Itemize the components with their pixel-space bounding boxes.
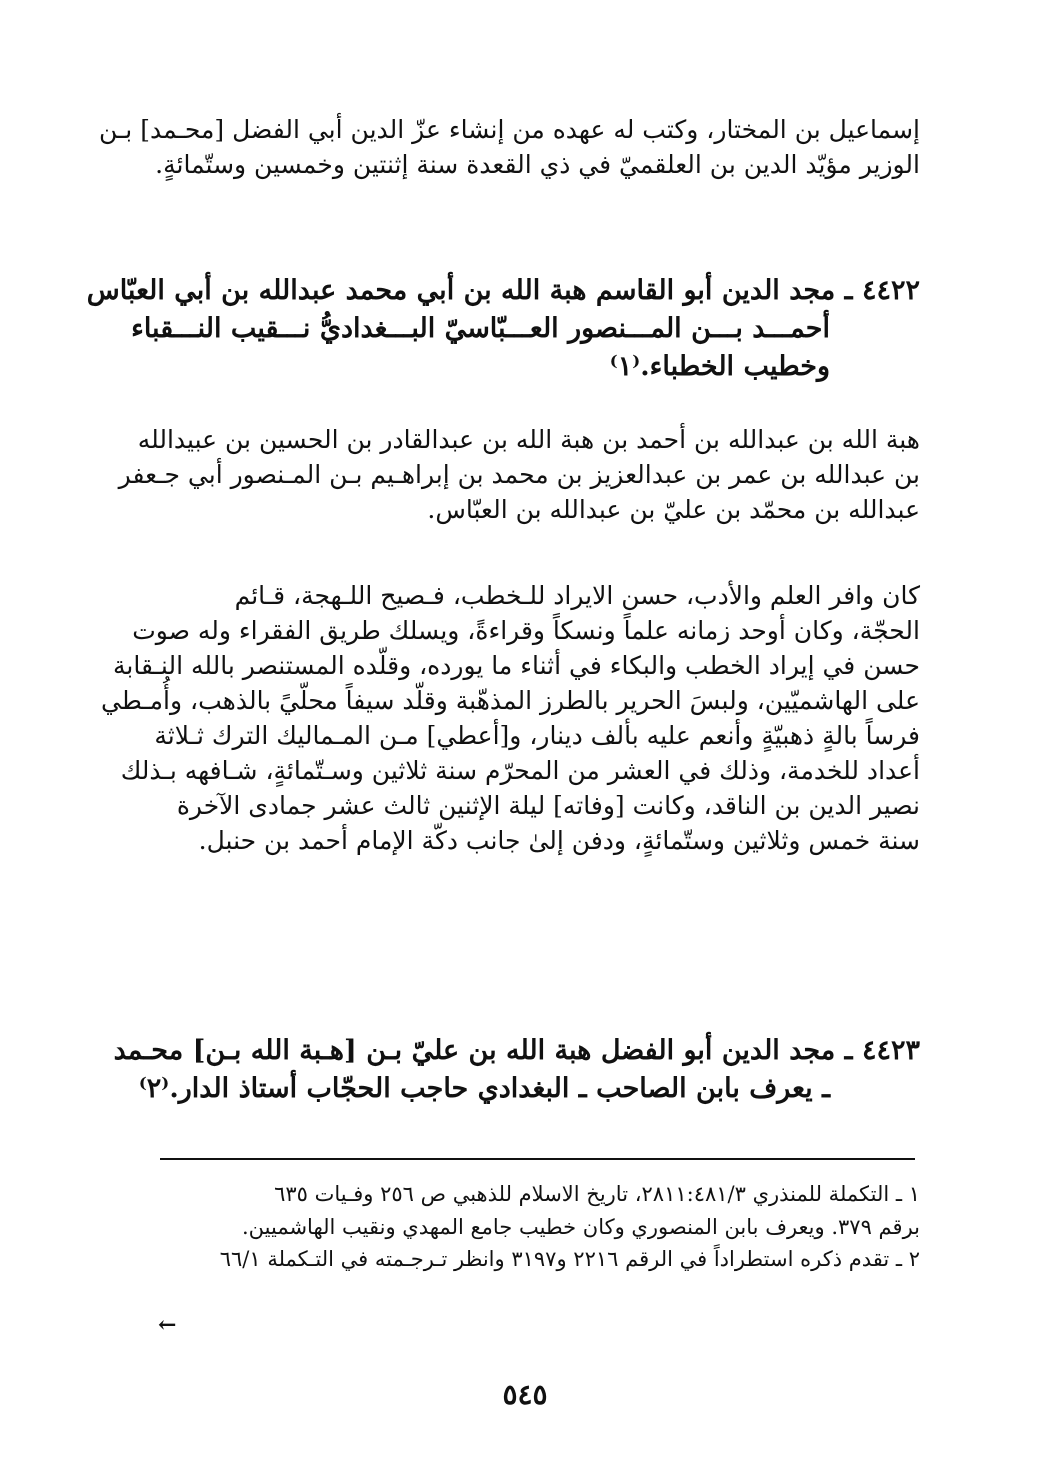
continuation-arrow-icon: ←	[158, 1312, 177, 1338]
heading-line: ٤٤٢٢ ـ مجد الدين أبو القاسم هبة الله بن أبي محمد عبدالله بن أبي العبّاس	[86, 275, 920, 306]
text-line: كان وافر العلم والأدب، حسن الايراد للـخطب، فـصيح اللـهجة، قـائم	[234, 581, 920, 610]
page-number: ٥٤٥	[502, 1378, 548, 1411]
footnote-line: ١ ـ التكملة للمنذري ٢٨١١:٤٨١/٣، تاريخ الاسلام للذهبي ص ٢٥٦ وفـيات ٦٣٥	[274, 1182, 920, 1206]
text-line: هبة الله بن عبدالله بن أحمد بن هبة الله بن عبدالقادر بن الحسين بن عبيدالله	[137, 425, 920, 454]
text-line: على الهاشميّين، ولبسَ الحرير بالطرز المذهّبة وقلّد سيفاً محلّيً بالذهب، وأُمـطي	[101, 686, 920, 715]
footnote-line: ٢ ـ تقدم ذكره استطراداً في الرقم ٢٢١٦ و٣١٩٧ وانظر تـرجـمته في التـكملة ٦٦/١	[219, 1247, 920, 1272]
text-line: عبدالله بن محمّد بن عليّ بن عبدالله بن العبّاس.	[427, 495, 920, 524]
text-line: أعداد للخدمة، وذلك في العشر من المحرّم سنة ثلاثين وسـتّمائةٍ، شـافهه بـذلك	[120, 756, 920, 785]
entry-4422-lineage	[118, 422, 920, 527]
text-line: الحجّة، وكان أوحد زمانه علماً ونسكاً وقراءةً، ويسلك طريق الفقراء وله صوت	[132, 616, 920, 645]
heading-line: وخطيب الخطباء.⁽١⁾	[609, 350, 830, 382]
text-line: سنة خمس وثلاثين وستّمائةٍ، ودفن إلىٰ جانب دكّة الإمام أحمد بن حنبل.	[198, 826, 920, 855]
intro-paragraph	[98, 112, 920, 182]
text-line: بن عبدالله بن عمر بن عبدالعزيز بن محمد بن إبراهـيم بـن المـنصور أبي جـعفر	[118, 460, 920, 489]
footnote-line: برقم ٣٧٩. ويعرف بابن المنصوري وكان خطيب جامع المهدي ونقيب الهاشميين.	[241, 1214, 920, 1239]
entry-4422-biography	[101, 578, 920, 858]
footnotes	[160, 1178, 920, 1276]
entry-4423-heading	[113, 1032, 920, 1108]
heading-line: ـ يعرف بابن الصاحب ـ البغدادي حاجب الحجّاب أستاذ الدار.⁽٢⁾	[138, 1072, 830, 1104]
text-line: حسن في إيراد الخطب والبكاء في أثناء ما يورده، وقلّده المستنصر بالله النـقابة	[112, 651, 920, 680]
heading-line: ٤٤٢٣ ـ مجد الدين أبو الفضل هبة الله بن عليّ بـن [هـبة الله بـن] محـمد	[113, 1035, 920, 1066]
entry-4422-heading	[86, 272, 920, 385]
footnote-divider	[160, 1158, 915, 1160]
text-line: إسماعيل بن المختار، وكتب له عهده من إنشاء عزّ الدين أبي الفضل [محـمد] بـن	[98, 115, 920, 144]
text-line: نصير الدين بن الناقد، وكانت [وفاته] ليلة الإثنين ثالث عشر جمادى الآخرة	[176, 791, 920, 820]
text-line: الوزير مؤيّد الدين بن العلقميّ في ذي القعدة سنة إثنتين وخمسين وستّمائةٍ.	[155, 150, 920, 179]
text-line: فرساً بالةٍ ذهبيّةٍ وأنعم عليه بألف دينار، و[أعطي] مـن المـماليك الترك ثـلاثة	[154, 721, 920, 750]
heading-line: أحمـــد بـــن المـــنصور العـــبّاسيّ البـــغداديُّ نـــقيب النـــقباء	[131, 312, 830, 344]
